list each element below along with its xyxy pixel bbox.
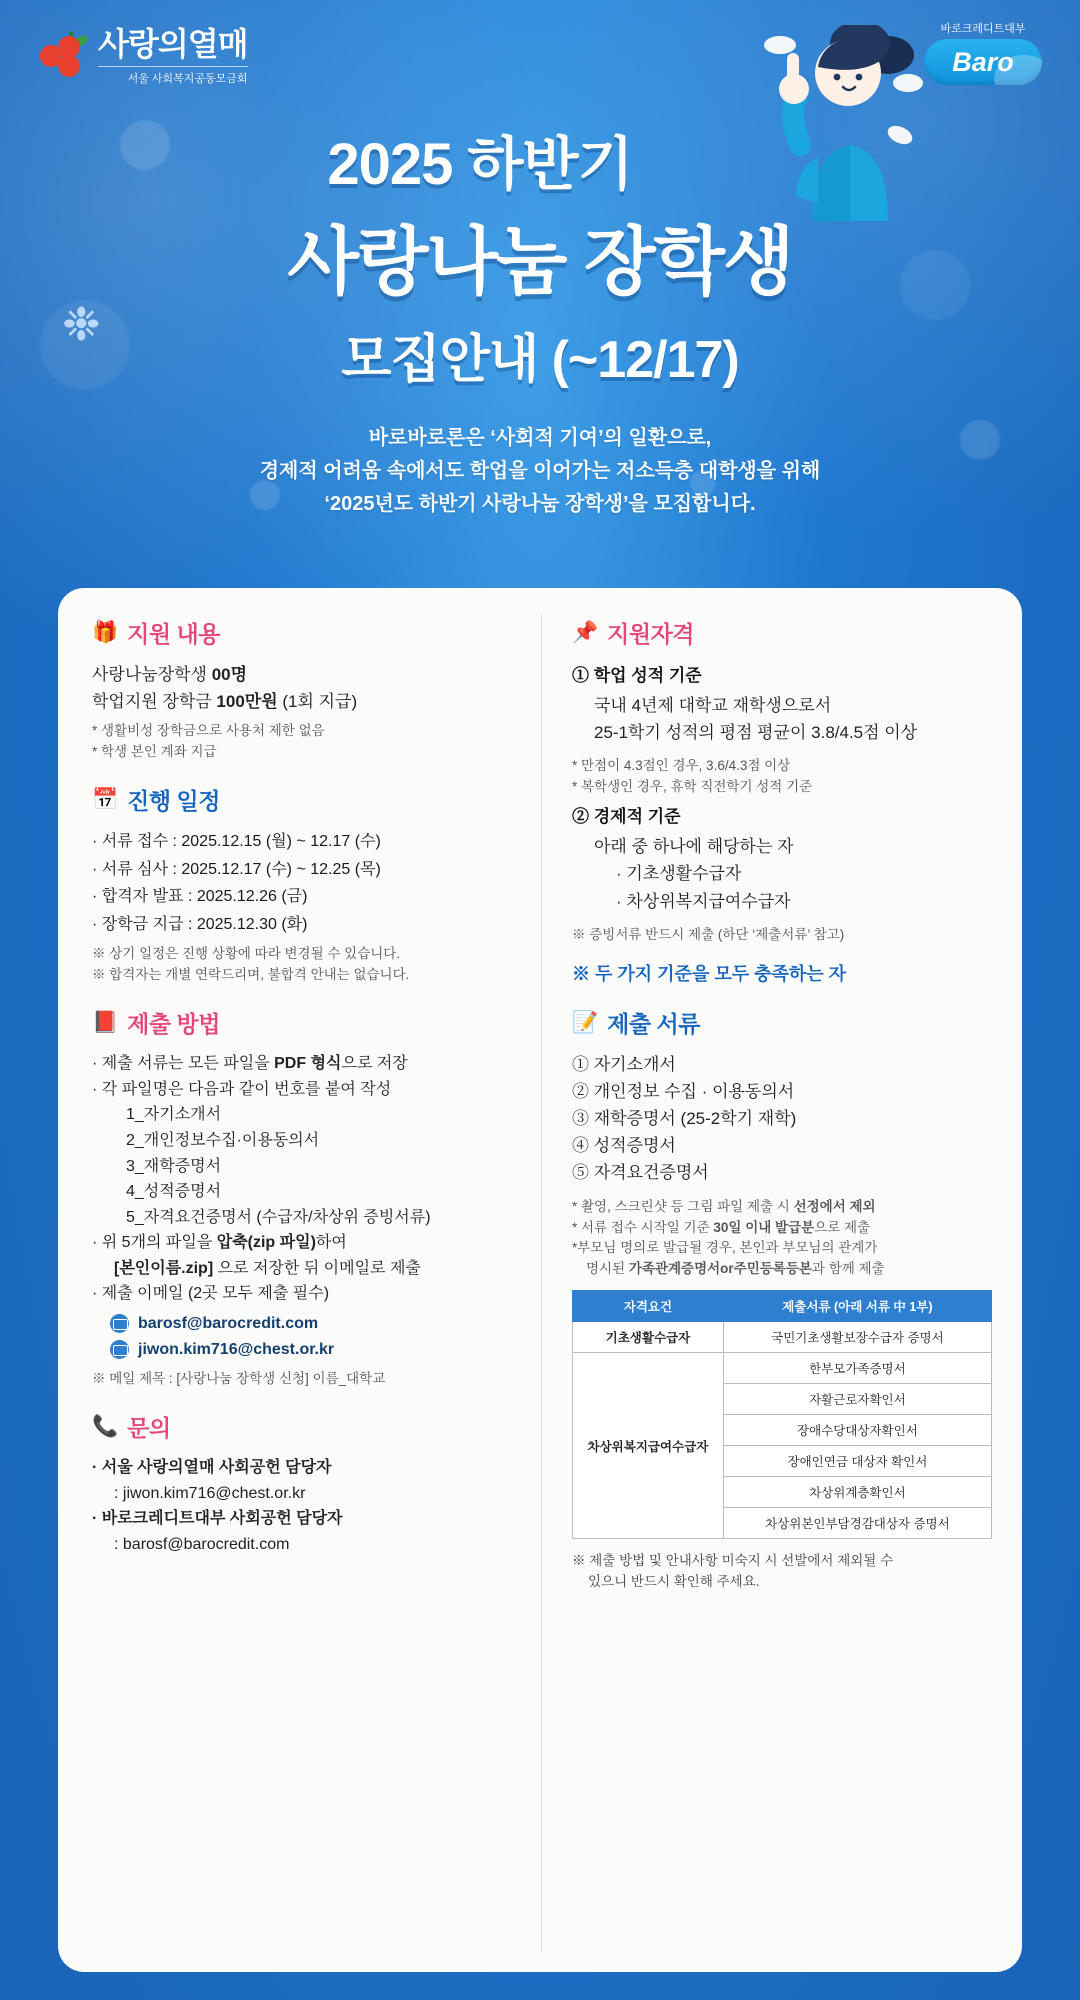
title-line-2: 사랑나눔 장학생 bbox=[287, 220, 793, 303]
support-line-1-pre: 사랑나눔장학생 bbox=[92, 665, 212, 684]
criterion-1-head: ① 학업 성적 기준 bbox=[572, 666, 702, 685]
section-eligibility bbox=[572, 616, 992, 986]
documents-note-1-strong: 선정에서 제외 bbox=[793, 1198, 876, 1214]
documents-note-2-post: 으로 제출 bbox=[814, 1219, 871, 1235]
list-item: 1_자기소개서 bbox=[126, 1106, 222, 1124]
table-header-row bbox=[573, 1291, 992, 1322]
table-row bbox=[573, 1322, 992, 1353]
content-card bbox=[58, 588, 1022, 1972]
eligibility-highlight bbox=[572, 960, 992, 986]
support-line-2-post: (1회 지급) bbox=[277, 692, 358, 712]
list-item: 2_개인정보수집·이용동의서 bbox=[126, 1131, 320, 1149]
chest-logo-name: 사랑의열매 bbox=[98, 26, 248, 62]
method-email-label: · 제출 이메일 (2곳 모두 제출 필수) bbox=[92, 1285, 330, 1303]
documents-note-3: *부모님 명의로 발급될 경우, 본인과 부모님의 관계가 bbox=[572, 1240, 878, 1256]
method-zip-post: 하여 bbox=[315, 1234, 347, 1252]
section-documents bbox=[572, 1006, 992, 1593]
email-row[interactable] bbox=[92, 1340, 515, 1359]
documents-note-2-pre: * 서류 접수 시작일 기준 bbox=[572, 1219, 714, 1235]
list-item: · 장학금 지급 : 2025.12.30 (화) bbox=[92, 915, 308, 933]
baro-logo bbox=[924, 20, 1042, 85]
email-row[interactable] bbox=[92, 1314, 515, 1333]
table-cell-doc: 장애수당대상자확인서 bbox=[723, 1415, 991, 1446]
gift-icon: 🎁 bbox=[92, 621, 119, 644]
baro-logo-top: 바로크레디트대부 bbox=[940, 23, 1026, 35]
list-item: ② 개인정보 수집 · 이용동의서 bbox=[572, 1081, 795, 1101]
documents-footer-note bbox=[572, 1551, 992, 1593]
section-schedule bbox=[92, 783, 515, 986]
documents-note-2 bbox=[572, 1218, 992, 1239]
poster-title-block bbox=[0, 117, 1080, 392]
list-item: ④ 성적증명서 bbox=[572, 1136, 676, 1156]
support-title: 지원 내용 bbox=[127, 621, 220, 647]
eligibility-title: 지원자격 bbox=[607, 621, 695, 647]
list-item: 4_성적증명서 bbox=[126, 1183, 222, 1201]
note-tail-pre: 명시된 bbox=[586, 1261, 629, 1277]
criterion-2-head: ② 경제적 기준 bbox=[572, 807, 681, 827]
contact-value-1[interactable]: : jiwon.kim716@chest.or.kr bbox=[114, 1484, 306, 1502]
note-tail-strong: 가족관계증명서or주민등록등본 bbox=[628, 1261, 812, 1277]
criterion-2-note: ※ 증빙서류 반드시 제출 (하단 ‘제출서류’ 참고) bbox=[572, 926, 845, 942]
list-item: 5_자격요건증명서 (수급자/차상위 증빙서류) bbox=[126, 1208, 431, 1226]
footer-note-line-2: 있으니 반드시 확인해 주세요. bbox=[588, 1574, 760, 1590]
support-line-1-strong: 00명 bbox=[211, 665, 248, 684]
table-header-cell: 제출서류 (아래 서류 中 1부) bbox=[723, 1291, 991, 1322]
documents-note-1 bbox=[572, 1197, 992, 1218]
section-contact bbox=[92, 1410, 515, 1557]
method-line-1-strong: PDF 형식 bbox=[274, 1055, 342, 1073]
contact-name-2: · 바로크레디트대부 사회공헌 담당자 bbox=[92, 1510, 343, 1528]
table-header-cell: 자격요건 bbox=[573, 1291, 724, 1322]
fruit-logo-icon bbox=[38, 33, 88, 81]
list-item: 3_재학증명서 bbox=[126, 1157, 222, 1175]
schedule-note-2: ※ 합격자는 개별 연락드리며, 불합격 안내는 없습니다. bbox=[92, 967, 410, 983]
documents-note-2-strong: 30일 이내 발급분 bbox=[713, 1219, 815, 1235]
list-item: ③ 재학증명서 (25-2학기 재학) bbox=[572, 1109, 797, 1129]
title-line-1: 2025 하반기 bbox=[327, 132, 633, 197]
method-line-1-post: 으로 저장 bbox=[341, 1055, 408, 1073]
support-note-1: * 생활비성 장학금으로 사용처 제한 없음 bbox=[92, 723, 325, 739]
criterion-1-note-2: * 복학생인 경우, 휴학 직전학기 성적 기준 bbox=[572, 779, 813, 795]
method-mail-title-note: ※ 메일 제목 : [사랑나눔 장학생 신청] 이름_대학교 bbox=[92, 1371, 386, 1387]
documents-table bbox=[572, 1290, 992, 1539]
list-item: · 서류 심사 : 2025.12.17 (수) ~ 12.25 (목) bbox=[92, 860, 381, 878]
list-item: · 기초생활수급자 bbox=[616, 864, 742, 884]
documents-title: 제출 서류 bbox=[607, 1010, 700, 1037]
list-item: · 차상위복지급여수급자 bbox=[616, 891, 791, 911]
phone-icon: 📞 bbox=[92, 1414, 119, 1438]
schedule-title: 진행 일정 bbox=[127, 788, 220, 815]
method-zip2-post: 으로 저장한 뒤 이메일로 제출 bbox=[213, 1259, 421, 1277]
highlight-post: 하는 자 bbox=[788, 963, 847, 984]
table-cell-category: 기초생활수급자 bbox=[573, 1322, 724, 1353]
lead-line-3: ‘2025년도 하반기 사랑나눔 장학생’을 모집합니다. bbox=[324, 493, 756, 515]
support-note-2: * 학생 본인 계좌 지급 bbox=[92, 744, 217, 760]
method-line-2: · 각 파일명은 다음과 같이 번호를 붙여 작성 bbox=[92, 1080, 392, 1098]
support-line-2-strong: 100만원 bbox=[216, 692, 278, 712]
snowflake-icon: ❉ bbox=[62, 298, 101, 350]
support-line-2 bbox=[92, 688, 515, 715]
mail-icon bbox=[110, 1340, 129, 1359]
list-item: · 서류 접수 : 2025.12.15 (월) ~ 12.17 (수) bbox=[92, 833, 381, 851]
bokeh-dot bbox=[960, 420, 1000, 460]
list-item: · 합격자 발표 : 2025.12.26 (금) bbox=[92, 888, 308, 906]
lead-paragraph bbox=[0, 422, 1080, 521]
criterion-1-line-1: 국내 4년제 대학교 재학생으로서 bbox=[594, 696, 832, 715]
method-line-1 bbox=[92, 1051, 515, 1077]
submission-email-2[interactable]: jiwon.kim716@chest.or.kr bbox=[138, 1340, 335, 1358]
table-cell-doc: 한부모가족증명서 bbox=[723, 1353, 991, 1384]
section-method bbox=[92, 1006, 515, 1390]
pin-icon: 📌 bbox=[572, 621, 599, 644]
support-line-2-pre: 학업지원 장학금 bbox=[92, 692, 217, 712]
method-zip-strong: 압축(zip 파일) bbox=[216, 1234, 316, 1252]
list-item: ⑤ 자격요건증명서 bbox=[572, 1163, 709, 1183]
section-support bbox=[92, 616, 515, 763]
lead-line-1: 바로바로론은 ‘사회적 기여’의 일환으로, bbox=[368, 427, 712, 449]
lead-line-2: 경제적 어려움 속에서도 학업을 이어가는 저소득층 대학생을 위해 bbox=[259, 460, 821, 482]
highlight-strong: 모두 충족 bbox=[714, 963, 789, 984]
contact-value-2[interactable]: : barosf@barocredit.com bbox=[114, 1535, 290, 1553]
chest-logo bbox=[38, 28, 248, 86]
table-cell-doc: 장애인연금 대상자 확인서 bbox=[723, 1446, 991, 1477]
table-cell-category: 차상위복지급여수급자 bbox=[573, 1353, 724, 1539]
table-cell-doc: 국민기초생활보장수급자 증명서 bbox=[723, 1322, 991, 1353]
method-zip2-strong: [본인이름.zip] bbox=[114, 1259, 214, 1277]
right-column bbox=[542, 614, 992, 1952]
method-title: 제출 방법 bbox=[127, 1011, 220, 1038]
mail-icon bbox=[110, 1314, 129, 1333]
support-line-1 bbox=[92, 661, 515, 688]
highlight-pre: ※ 두 가지 기준을 bbox=[572, 963, 715, 984]
left-column bbox=[92, 614, 542, 1952]
method-zip-pre: · 위 5개의 파일을 bbox=[92, 1234, 217, 1252]
bokeh-dot bbox=[250, 480, 280, 510]
memo-icon: 📝 bbox=[572, 1010, 599, 1034]
contact-name-1: · 서울 사랑의열매 사회공헌 담당자 bbox=[92, 1458, 332, 1476]
table-cell-doc: 차상위계층확인서 bbox=[723, 1477, 991, 1508]
footer-note-line-1: ※ 제출 방법 및 안내사항 미숙지 시 선발에서 제외될 수 bbox=[572, 1553, 894, 1569]
method-line-1-pre: · 제출 서류는 모든 파일을 bbox=[92, 1055, 275, 1073]
note-tail-post: 과 함께 제출 bbox=[811, 1261, 885, 1277]
clipboard-icon: 📕 bbox=[92, 1011, 119, 1035]
contact-title: 문의 bbox=[127, 1414, 171, 1441]
method-zip-line bbox=[92, 1230, 515, 1256]
method-file-list bbox=[92, 1102, 515, 1230]
table-row bbox=[573, 1353, 992, 1384]
criterion-1-line-2: 25-1학기 성적의 평점 평균이 3.8/4.5점 이상 bbox=[594, 723, 918, 743]
baro-logo-name: Baro bbox=[924, 39, 1042, 85]
criterion-1-note-1: * 만점이 4.3점인 경우, 3.6/4.3점 이상 bbox=[572, 758, 791, 774]
table-cell-doc: 차상위본인부담경감대상자 증명서 bbox=[723, 1508, 991, 1539]
title-line-3: 모집안내 (~12/17) bbox=[341, 331, 739, 389]
schedule-note-1: ※ 상기 일정은 진행 상황에 따라 변경될 수 있습니다. bbox=[92, 946, 401, 962]
schedule-list bbox=[92, 828, 515, 938]
bokeh-dot bbox=[690, 470, 716, 496]
method-zip-line-2 bbox=[92, 1256, 515, 1282]
submission-email-1[interactable]: barosf@barocredit.com bbox=[138, 1314, 319, 1332]
character-illustration bbox=[740, 25, 930, 225]
list-item: ① 자기소개서 bbox=[572, 1054, 676, 1074]
table-cell-doc: 자활근로자확인서 bbox=[723, 1384, 991, 1415]
documents-note-1-pre: * 촬영, 스크린샷 등 그림 파일 제출 시 bbox=[572, 1198, 794, 1214]
chest-logo-sub: 서울 사회복지공동모금회 bbox=[98, 66, 248, 86]
documents-note-3-tail bbox=[572, 1259, 992, 1280]
criterion-2-lead: 아래 중 하나에 해당하는 자 bbox=[594, 837, 794, 857]
calendar-icon: 📅 bbox=[92, 788, 119, 812]
